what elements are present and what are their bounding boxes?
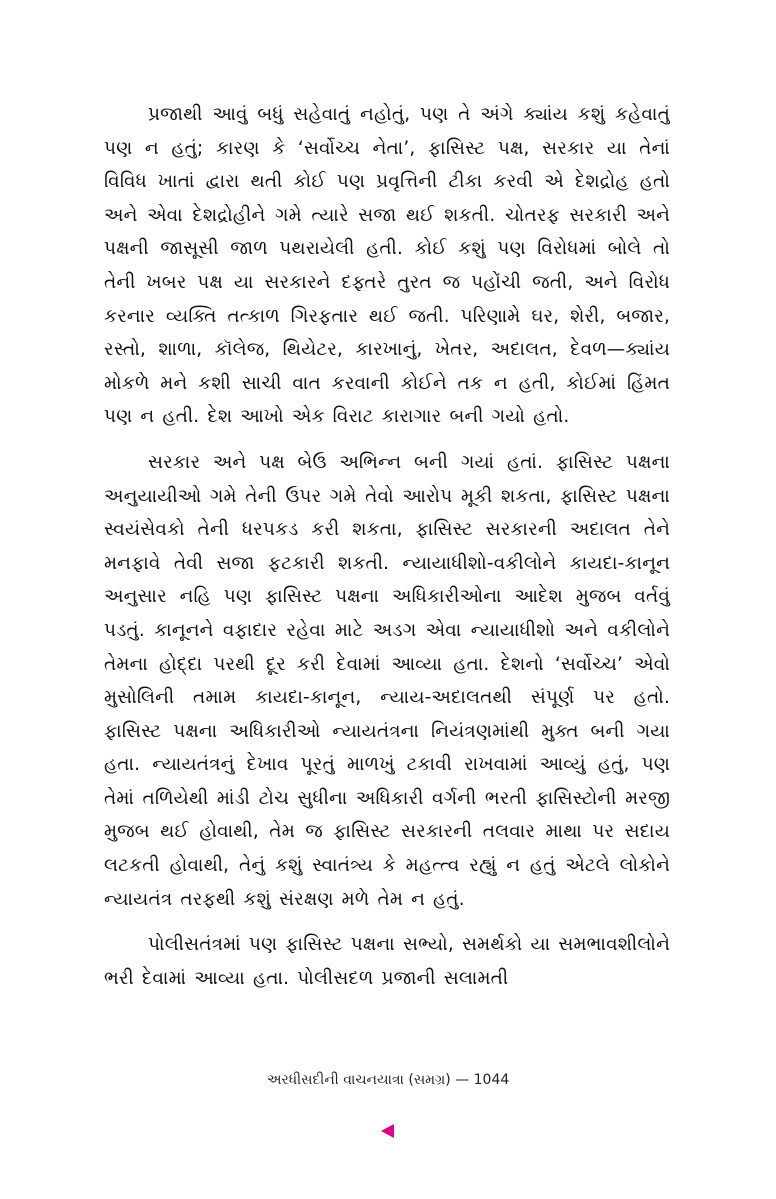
left-triangle-icon[interactable] — [381, 1124, 394, 1138]
paragraph-3-text: પોલીસતંત્રમાં પણ ફાસિસ્ટ પક્ષના સભ્યો, સમર્થકો યા સમભાવશીલોને ભરી દેવામાં આવ્યા હતા. પોલીસદળ પ્રજાની સલામતી — [104, 934, 670, 989]
paragraph-2-text: સરકાર અને પક્ષ બેઉ અભિન્ન બની ગયાં હતાં. ફાસિસ્ટ પક્ષના અનુયાયીઓ ગમે તેની ઉપર ગમે તેવો આરોપ મૂકી શકતા, ફાસિસ્ટ પક્ષના સ્વયંસેવકો તેની ધરપકડ કરી શકતા, ફાસિસ્ટ સરકારની અદાલત તેને મનફાવે તેવી સજા ફટકારી શકતી. ન્યાયાધીશો-વકીલોને કાયદા-કાનૂન અનુસાર નહિ પણ ફાસિસ્ટ પક્ષના અધિકારીઓના આદેશ મુજબ વર્તવું પડતું. કાનૂનને વફાદાર રહેવા માટે અડગ એવા ન્યાયાધીશો અને વકીલોને તેમના હોદ્દા પરથી દૂર કરી દેવામાં આવ્યા હતા. દેશનો ‘સર્વોચ્ચ’ એવો મુસોલિની તમામ કાયદા-કાનૂન, ન્યાય-અદાલતથી સંપૂર્ણ પર હતો. ફાસિસ્ટ પક્ષના અધિકારીઓ ન્યાયતંત્રના નિયંત્રણમાંથી મુક્ત બની ગયા હતા. ન્યાયતંત્રનું દેખાવ પૂરતું માળખું ટકાવી રાખવામાં આવ્યું હતું, પણ તેમાં તળિયેથી માંડી ટોચ સુધીના અધિકારી વર્ગની ભરતી ફાસિસ્ટોની મરજી મુજબ થઈ હોવાથી, તેમ જ ફાસિસ્ટ સરકારની તલવાર માથા પર સદાય લટકતી હોવાથી, તેનું કશું સ્વાતંત્ર્ય કે મહત્ત્વ રહ્યું ન હતું એટલે લોકોને ન્યાયતંત્ર તરફથી કશું સંરક્ષણ મળે તેમ ન હતું. — [104, 451, 670, 910]
page-footer: અરધીસદીની વાચનયાત્રા (સમગ્ર) — 1044 — [266, 1072, 510, 1088]
page-body — [104, 98, 670, 1007]
paragraph-2 — [104, 446, 670, 916]
paragraph-1 — [104, 98, 670, 434]
paragraph-3 — [104, 928, 670, 995]
paragraph-1-text: પ્રજાથી આવું બધું સહેવાતું નહોતું, પણ તે અંગે ક્યાંય કશું કહેવાતું પણ ન હતું; કારણ કે ‘સર્વોચ્ચ નેતા’, ફાસિસ્ટ પક્ષ, સરકાર યા તેનાં વિવિધ ખાતાં દ્વારા થતી કોઈ પણ પ્રવૃત્તિની ટીકા કરવી એ દેશદ્રોહ હતો અને એવા દેશદ્રોહીને ગમે ત્યારે સજા થઈ શકતી. ચોતરફ સરકારી અને પક્ષની જાસૂસી જાળ પથરાયેલી હતી. કોઈ કશું પણ વિરોધમાં બોલે તો તેની ખબર પક્ષ યા સરકારને દફ્તરે તુરત જ પહોંચી જતી, અને વિરોધ કરનાર વ્યક્તિ તત્કાળ ગિરફતાર થઈ જતી. પરિણામે ઘર, શેરી, બજાર, રસ્તો, શાળા, કૉલેજ, થિયેટર, કારખાનું, ખેતર, અદાલત, દેવળ—ક્યાંય મોકળે મને કશી સાચી વાત કરવાની કોઈને તક ન હતી, કોઈમાં હિંમત પણ ન હતી. દેશ આખો એક વિરાટ કારાગાર બની ગયો હતો. — [104, 104, 670, 428]
